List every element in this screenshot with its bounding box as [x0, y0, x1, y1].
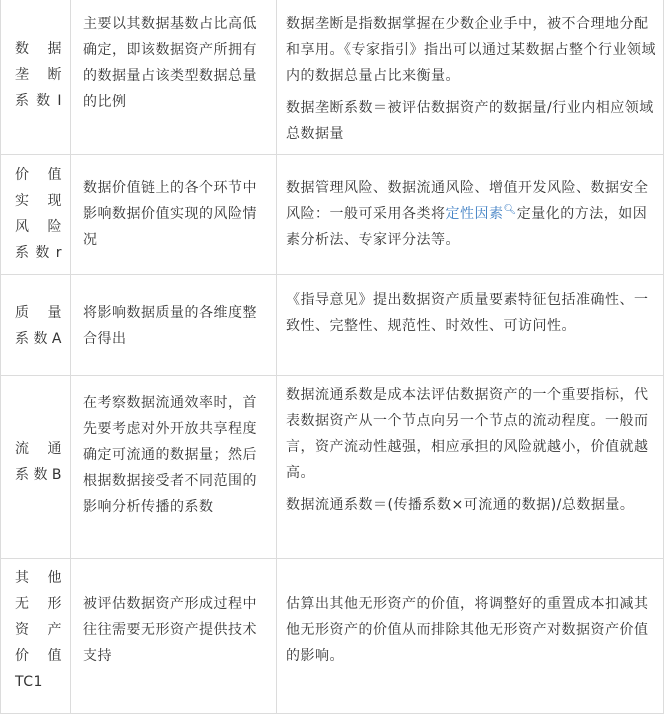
row-name-line: 数 据 — [15, 41, 62, 57]
row-name-line: 系数r — [15, 245, 62, 261]
table-row — [1, 559, 664, 714]
row-name-line: 价值TC1 — [15, 648, 62, 690]
row-name-line: 无 形 — [15, 596, 62, 612]
row-desc: 将影响数据质量的各维度整合得出 — [83, 305, 257, 347]
row-name-cell — [1, 155, 71, 275]
row-name-cell — [1, 275, 71, 376]
row-name-line: 价 值 — [15, 167, 62, 183]
row-name-line: 流 通 — [15, 441, 62, 457]
row-desc-cell — [71, 0, 277, 155]
row-name-line: 实 现 — [15, 193, 62, 209]
row-desc-cell — [71, 275, 277, 376]
row-detail-cell — [277, 376, 664, 559]
detail-text: 定量化的方法，如因素分析法、专家评分法等。 — [286, 206, 648, 248]
row-desc-cell — [71, 155, 277, 275]
row-name-line: 风 险 — [15, 219, 62, 235]
concept-link[interactable]: 定性因素 — [445, 206, 504, 222]
row-desc-cell — [71, 376, 277, 559]
row-desc: 主要以其数据基数占比高低确定，即该数据资产所拥有的数据量占该类型数据总量的比例 — [83, 16, 257, 110]
table-row — [1, 155, 664, 275]
row-desc: 在考察数据流通效率时，首先要考虑对外开放共享程度确定可流通的数据量；然后根据数据接受者不同范围的影响分析传播的系数 — [83, 395, 257, 515]
detail-text: 数据管理风险、数据流通风险、增值开发风险、数据安全风险：一般可采用各类将 — [286, 180, 649, 222]
table-row — [1, 275, 664, 376]
row-detail-cell — [277, 275, 664, 376]
search-icon[interactable]: 🔍︎ — [503, 204, 517, 216]
row-desc: 数据价值链上的各个环节中影响数据价值实现的风险情况 — [83, 180, 257, 248]
row-name-cell — [1, 0, 71, 155]
row-detail-para: 估算出其他无形资产的价值，将调整好的重置成本扣减其他无形资产的价值从而排除其他无形资产对数据资产价值的影响。 — [286, 596, 649, 664]
row-desc: 被评估数据资产形成过程中往往需要无形资产提供技术支持 — [83, 596, 257, 664]
row-name-line: 系数I — [15, 93, 62, 109]
row-detail-cell — [277, 155, 664, 275]
row-name-cell — [1, 559, 71, 714]
table-row — [1, 0, 664, 155]
row-name-cell — [1, 376, 71, 559]
row-name-line: 系数A — [15, 331, 62, 347]
row-name-line: 系数B — [15, 467, 62, 483]
row-detail-para: 数据垄断是指数据掌握在少数企业手中，被不合理地分配和享用。《专家指引》指出可以通过某数据占整个行业领域内的数据总量占比来衡量。 — [286, 16, 656, 84]
row-detail-cell — [277, 559, 664, 714]
row-name-line: 资 产 — [15, 622, 62, 638]
row-name-line: 其 他 — [15, 570, 62, 586]
row-detail-para: 数据流通系数＝(传播系数×可流通的数据)/总数据量。 — [286, 497, 635, 513]
row-detail-para: 《指导意见》提出数据资产质量要素特征包括准确性、一致性、完整性、规范性、时效性、可访问性。 — [286, 292, 649, 334]
row-name-line: 质 量 — [15, 305, 62, 321]
row-name-line: 垄 断 — [15, 67, 62, 83]
row-desc-cell — [71, 559, 277, 714]
row-detail-para: 数据流通系数是成本法评估数据资产的一个重要指标，代表数据资产从一个节点向另一个节点的流动程度。一般而言，资产流动性越强，相应承担的风险就越小，价值就越高。 — [286, 387, 649, 481]
table-row — [1, 376, 664, 559]
row-detail-para: 数据垄断系数＝被评估数据资产的数据量/行业内相应领域总数据量 — [286, 100, 654, 142]
row-detail-para — [286, 175, 657, 253]
row-detail-cell — [277, 0, 664, 155]
